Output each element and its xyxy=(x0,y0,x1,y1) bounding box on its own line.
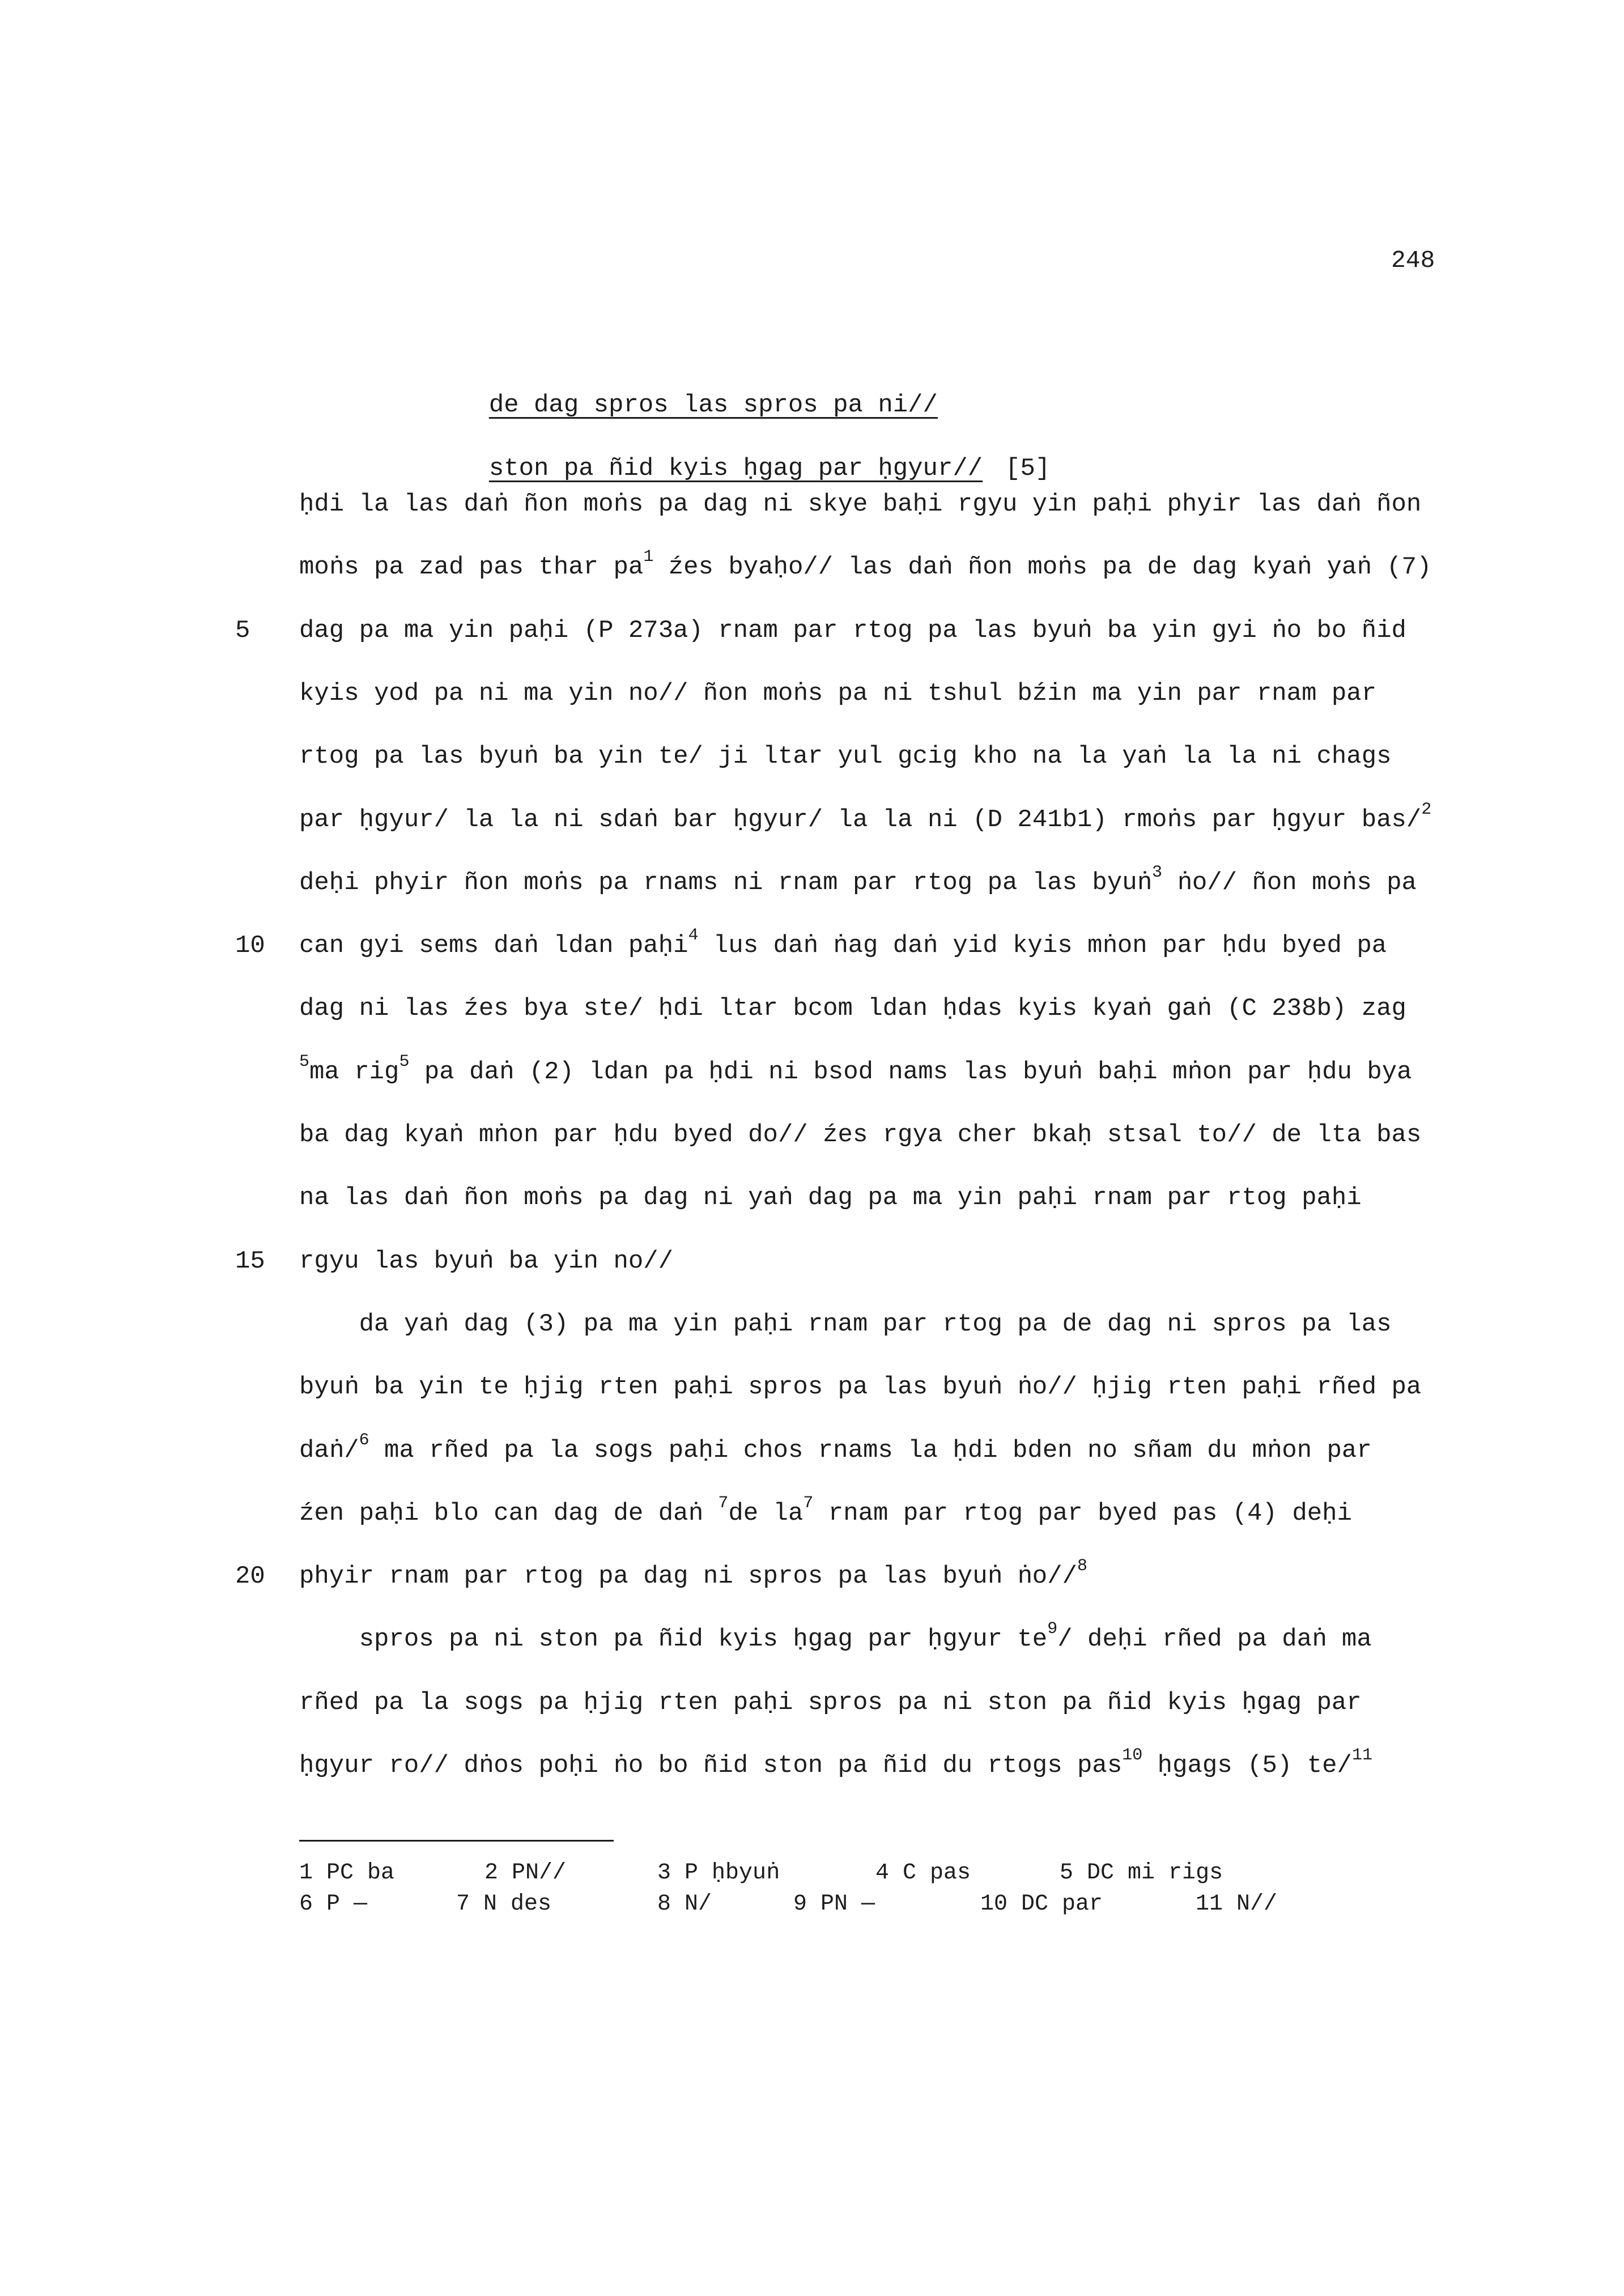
line-number: 15 xyxy=(235,1247,265,1275)
footnote-number: 8 xyxy=(657,1891,671,1917)
footnote xyxy=(657,1891,712,1917)
text-line xyxy=(299,800,1432,834)
verse-number: [5] xyxy=(1005,454,1051,483)
verse-line-1 xyxy=(459,363,938,419)
text-line xyxy=(299,1310,1392,1338)
text-segment: / deḥi rñed pa daṅ ma xyxy=(1057,1625,1372,1653)
text-segment: ma rñed pa la sogs paḥi chos rnams la ḥdi bden no sñam du mṅon par xyxy=(369,1436,1372,1465)
text-segment: byuṅ ba yin te ḥjig rten paḥi spros pa las byuṅ ṅo// ḥjig rten paḥi rñed pa xyxy=(299,1373,1422,1401)
footnote xyxy=(484,1860,566,1886)
footnote-marker: 7 xyxy=(718,1494,729,1513)
text-line xyxy=(299,1052,1412,1086)
text-segment: ḥgyur ro// dṅos poḥi ṅo bo ñid ston pa ñid du rtogs pas xyxy=(299,1751,1123,1780)
footnote-number: 7 xyxy=(456,1891,470,1917)
footnote-text: N des xyxy=(483,1891,552,1917)
footnote-number: 1 xyxy=(299,1860,313,1886)
footnote-number: 2 xyxy=(484,1860,499,1886)
text-line xyxy=(299,1121,1421,1149)
text-segment: da yaṅ dag (3) pa ma yin paḥi rnam par rtog pa de dag ni spros pa las xyxy=(299,1310,1392,1338)
footnote-number: 9 xyxy=(793,1891,807,1917)
text-line xyxy=(299,547,1432,581)
text-line xyxy=(299,863,1417,897)
text-line xyxy=(299,1247,673,1275)
verse-line-1-text: de dag spros las spros pa ni// xyxy=(488,391,938,419)
page-number: 248 xyxy=(1391,246,1435,274)
text-line xyxy=(299,1619,1372,1653)
footnote xyxy=(980,1891,1103,1917)
text-segment: rñed pa la sogs pa ḥjig rten paḥi spros pa ni ston pa ñid kyis ḥgag par xyxy=(299,1689,1362,1717)
text-line xyxy=(299,679,1376,708)
footnote-marker: 7 xyxy=(803,1494,814,1513)
text-segment: dag ni las źes bya ste/ ḥdi ltar bcom ldan ḥdas kyis kyaṅ gaṅ (C 238b) zag xyxy=(299,994,1406,1023)
text-segment: rgyu las byuṅ ba yin no// xyxy=(299,1247,674,1275)
text-segment: par ḥgyur/ la la ni sdaṅ bar ḥgyur/ la la ni (D 241b1) rmoṅs par ḥgyur bas/ xyxy=(299,806,1422,834)
footnote-text: N/ xyxy=(685,1891,712,1917)
verse-line-2-text: ston pa ñid kyis ḥgag par ḥgyur// xyxy=(488,454,983,483)
footnote xyxy=(1060,1860,1223,1886)
text-segment: rnam par rtog par byed pas (4) deḥi xyxy=(813,1499,1352,1528)
text-segment: ḥdi la las daṅ ñon moṅs pa dag ni skye baḥi rgyu yin paḥi phyir las daṅ ñon xyxy=(299,490,1422,518)
footnote-marker: 5 xyxy=(299,1052,310,1072)
text-line xyxy=(299,742,1392,771)
footnote-marker: 9 xyxy=(1047,1619,1058,1639)
footnote xyxy=(299,1860,394,1886)
text-segment: can gyi sems daṅ ldan paḥi xyxy=(299,932,688,960)
footnote xyxy=(875,1860,971,1886)
footnote-text: P — xyxy=(326,1891,368,1917)
footnote-marker: 5 xyxy=(399,1052,410,1072)
footnote-text: N// xyxy=(1236,1891,1278,1917)
footnote-text: P ḥbyuṅ xyxy=(685,1860,780,1886)
text-line xyxy=(299,926,1387,960)
text-segment: ḥgags (5) te/ xyxy=(1142,1751,1352,1780)
footnote-marker: 2 xyxy=(1421,800,1432,819)
footnote-marker: 1 xyxy=(643,547,654,567)
footnote-text: C pas xyxy=(903,1860,971,1886)
footnote-text: PN// xyxy=(512,1860,567,1886)
footnote xyxy=(1196,1891,1277,1917)
text-segment: dag pa ma yin paḥi (P 273a) rnam par rtog pa las byuṅ ba yin gyi ṅo bo ñid xyxy=(299,616,1406,645)
footnote-text: DC mi rigs xyxy=(1087,1860,1223,1886)
footnote-text: PC ba xyxy=(326,1860,395,1886)
footnote xyxy=(793,1891,875,1917)
footnote-number: 3 xyxy=(657,1860,671,1886)
text-segment: spros pa ni ston pa ñid kyis ḥgag par ḥgyur te xyxy=(299,1625,1048,1653)
text-line xyxy=(299,1689,1362,1717)
footnote-number: 11 xyxy=(1196,1891,1223,1917)
text-line xyxy=(299,1494,1352,1528)
footnote-divider xyxy=(299,1840,614,1842)
text-segment: moṅs pa zad pas thar pa xyxy=(299,553,644,581)
footnote-marker: 3 xyxy=(1152,863,1163,882)
text-segment: daṅ/ xyxy=(299,1436,359,1465)
text-line xyxy=(299,1431,1372,1465)
line-number: 5 xyxy=(235,616,250,645)
text-line xyxy=(299,490,1421,518)
text-segment: ma rig xyxy=(309,1058,399,1086)
footnote-marker: 6 xyxy=(359,1431,369,1450)
text-line xyxy=(299,1184,1362,1212)
text-line xyxy=(299,616,1406,645)
text-segment: źes byaḥo// las daṅ ñon moṅs pa de dag kyaṅ yaṅ (7) xyxy=(653,553,1432,581)
text-segment: pa daṅ (2) ldan pa ḥdi ni bsod nams las byuṅ baḥi mṅon par ḥdu bya xyxy=(409,1058,1412,1086)
footnote-text: PN — xyxy=(820,1891,875,1917)
text-segment: lus daṅ ṅag daṅ yid kyis mṅon par ḥdu byed pa xyxy=(698,932,1387,960)
text-segment: phyir rnam par rtog pa dag ni spros pa las byuṅ ṅo// xyxy=(299,1562,1078,1591)
text-segment: rtog pa las byuṅ ba yin te/ ji ltar yul gcig kho na la yaṅ la la ni chags xyxy=(299,742,1392,771)
text-segment: deḥi phyir ñon moṅs pa rnams ni rnam par rtog pa las byuṅ xyxy=(299,869,1153,897)
text-segment: ba dag kyaṅ mṅon par ḥdu byed do// źes rgya cher bkaḥ stsal to// de lta bas xyxy=(299,1121,1422,1149)
footnote xyxy=(456,1891,551,1917)
line-number: 20 xyxy=(235,1562,265,1591)
text-line xyxy=(299,1557,1088,1591)
text-line xyxy=(299,994,1406,1023)
text-line xyxy=(299,1746,1372,1780)
text-segment: źen paḥi blo can dag de daṅ xyxy=(299,1499,719,1528)
footnote-marker: 11 xyxy=(1351,1746,1372,1765)
footnote-text: DC par xyxy=(1021,1891,1103,1917)
footnote-number: 6 xyxy=(299,1891,313,1917)
footnote-marker: 8 xyxy=(1077,1557,1088,1576)
text-segment: de la xyxy=(728,1499,804,1528)
footnote xyxy=(657,1860,780,1886)
text-segment: na las daṅ ñon moṅs pa dag ni yaṅ dag pa ma yin paḥi rnam par rtog paḥi xyxy=(299,1184,1362,1212)
footnote-number: 10 xyxy=(980,1891,1008,1917)
footnote-marker: 4 xyxy=(688,926,699,945)
text-segment: ṅo// ñon moṅs pa xyxy=(1162,869,1417,897)
footnote-marker: 10 xyxy=(1122,1746,1143,1765)
text-segment: kyis yod pa ni ma yin no// ñon moṅs pa ni tshul bźin ma yin par rnam par xyxy=(299,679,1377,708)
text-line xyxy=(299,1373,1421,1401)
verse-line-2 xyxy=(459,426,1050,483)
footnote xyxy=(299,1891,367,1917)
footnote-number: 4 xyxy=(875,1860,890,1886)
footnote-number: 5 xyxy=(1060,1860,1074,1886)
line-number: 10 xyxy=(235,932,265,960)
